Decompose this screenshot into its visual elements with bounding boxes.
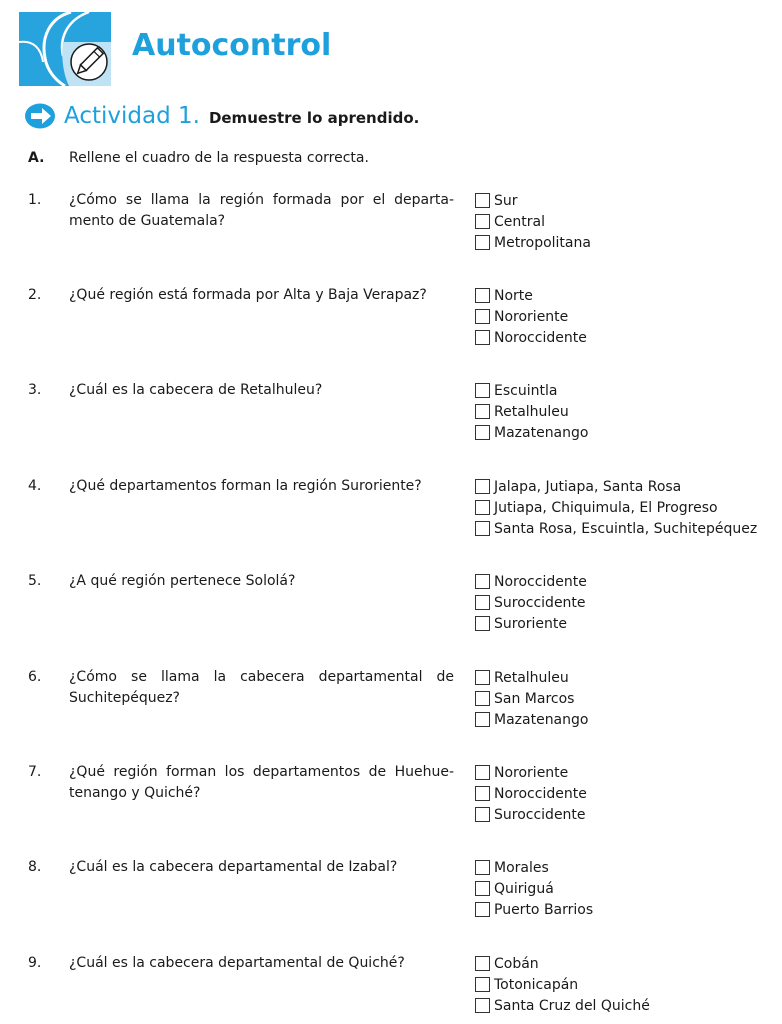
- option-label: San Marcos: [494, 690, 575, 707]
- question-text: ¿Qué departamentos forman la región Suroriente?: [69, 478, 422, 494]
- activity-label: Actividad 1.: [64, 103, 200, 129]
- checkbox[interactable]: [475, 956, 490, 971]
- answer-option[interactable]: [475, 401, 588, 422]
- option-label: Jutiapa, Chiquimula, El Progreso: [494, 499, 718, 516]
- option-label: Nororiente: [494, 764, 569, 781]
- answer-option[interactable]: [475, 592, 587, 613]
- question-text: ¿Cuál es la cabecera de Retalhuleu?: [69, 382, 323, 398]
- answer-option[interactable]: [475, 899, 593, 920]
- checkbox[interactable]: [475, 479, 490, 494]
- question-number: 7.: [28, 764, 42, 780]
- question-number: 4.: [28, 478, 42, 494]
- answer-option[interactable]: [475, 232, 591, 253]
- checkbox[interactable]: [475, 616, 490, 631]
- option-label: Mazatenango: [494, 711, 589, 728]
- option-label: Noroccidente: [494, 329, 587, 346]
- section-letter: A.: [28, 150, 45, 166]
- question-text: ¿A qué región pertenece Sololá?: [69, 573, 296, 589]
- checkbox[interactable]: [475, 500, 490, 515]
- option-label: Nororiente: [494, 308, 569, 325]
- autocontrol-logo: [19, 12, 111, 86]
- question-text: ¿Qué región está formada por Alta y Baja Verapaz?: [69, 287, 427, 303]
- activity-subtitle: Demuestre lo aprendido.: [208, 108, 420, 127]
- answer-option[interactable]: [475, 995, 650, 1016]
- answer-options: [475, 476, 757, 539]
- checkbox[interactable]: [475, 574, 490, 589]
- answer-option[interactable]: [475, 285, 587, 306]
- checkbox[interactable]: [475, 383, 490, 398]
- answer-option[interactable]: [475, 667, 588, 688]
- checkbox[interactable]: [475, 425, 490, 440]
- option-label: Santa Rosa, Escuintla, Suchitepéquez: [494, 520, 758, 537]
- checkbox[interactable]: [475, 595, 490, 610]
- answer-options: [475, 762, 587, 825]
- answer-option[interactable]: [475, 380, 588, 401]
- answer-option[interactable]: [475, 709, 588, 730]
- checkbox[interactable]: [475, 807, 490, 822]
- answer-option[interactable]: [475, 497, 757, 518]
- page-title: Autocontrol: [132, 28, 332, 63]
- answer-options: [475, 857, 593, 920]
- option-label: Central: [494, 213, 545, 230]
- answer-options: [475, 953, 650, 1016]
- option-label: Santa Cruz del Quiché: [494, 997, 650, 1014]
- answer-option[interactable]: [475, 783, 587, 804]
- answer-options: [475, 667, 588, 730]
- answer-option[interactable]: [475, 190, 591, 211]
- answer-option[interactable]: [475, 327, 587, 348]
- option-label: Suroccidente: [494, 594, 586, 611]
- option-label: Mazatenango: [494, 424, 589, 441]
- answer-option[interactable]: [475, 762, 587, 783]
- checkbox[interactable]: [475, 288, 490, 303]
- option-label: Suroccidente: [494, 806, 586, 823]
- arrow-right-circle-icon: [24, 102, 58, 130]
- answer-options: [475, 285, 587, 348]
- section-instruction: [28, 148, 369, 168]
- checkbox[interactable]: [475, 860, 490, 875]
- option-label: Morales: [494, 859, 549, 876]
- question-number: 6.: [28, 669, 42, 685]
- checkbox[interactable]: [475, 881, 490, 896]
- question-text: ¿Cuál es la cabecera departamental de Quiché?: [69, 955, 405, 971]
- option-label: Sur: [494, 192, 518, 209]
- option-label: Noroccidente: [494, 785, 587, 802]
- checkbox[interactable]: [475, 902, 490, 917]
- question-number: 9.: [28, 955, 42, 971]
- checkbox[interactable]: [475, 330, 490, 345]
- checkbox[interactable]: [475, 193, 490, 208]
- checkbox[interactable]: [475, 235, 490, 250]
- question-text: ¿Qué región forman los departamentos de Huehue- tenango y Quiché?: [69, 764, 454, 801]
- option-label: Puerto Barrios: [494, 901, 594, 918]
- answer-option[interactable]: [475, 688, 588, 709]
- section-text: Rellene el cuadro de la respuesta correcta.: [69, 150, 369, 166]
- question-number: 8.: [28, 859, 42, 875]
- option-label: Cobán: [494, 955, 539, 972]
- answer-option[interactable]: [475, 974, 650, 995]
- pencil-icon: [71, 44, 107, 80]
- option-label: Retalhuleu: [494, 669, 569, 686]
- answer-option[interactable]: [475, 571, 587, 592]
- checkbox[interactable]: [475, 786, 490, 801]
- option-label: Norte: [494, 287, 533, 304]
- checkbox[interactable]: [475, 977, 490, 992]
- question-text: ¿Cómo se llama la cabecera departamental de Suchitepéquez?: [69, 669, 454, 706]
- option-label: Jalapa, Jutiapa, Santa Rosa: [494, 478, 682, 495]
- question-number: 3.: [28, 382, 42, 398]
- answer-option[interactable]: [475, 804, 587, 825]
- option-label: Quiriguá: [494, 880, 554, 897]
- checkbox[interactable]: [475, 404, 490, 419]
- question-number: 5.: [28, 573, 42, 589]
- activity-heading: [24, 101, 419, 131]
- checkbox[interactable]: [475, 521, 490, 536]
- answer-option[interactable]: [475, 422, 588, 443]
- answer-option[interactable]: [475, 518, 757, 539]
- answer-option[interactable]: [475, 476, 757, 497]
- answer-option[interactable]: [475, 306, 587, 327]
- answer-option[interactable]: [475, 211, 591, 232]
- option-label: Noroccidente: [494, 573, 587, 590]
- question-number: 2.: [28, 287, 42, 303]
- checkbox[interactable]: [475, 691, 490, 706]
- answer-options: [475, 190, 591, 253]
- question-number: 1.: [28, 192, 42, 208]
- answer-option[interactable]: [475, 613, 587, 634]
- answer-options: [475, 571, 587, 634]
- checkbox[interactable]: [475, 309, 490, 324]
- checkbox[interactable]: [475, 765, 490, 780]
- checkbox[interactable]: [475, 670, 490, 685]
- option-label: Escuintla: [494, 382, 558, 399]
- answer-option[interactable]: [475, 953, 650, 974]
- answer-option[interactable]: [475, 857, 593, 878]
- question-text: ¿Cómo se llama la región formada por el departa- mento de Guatemala?: [69, 192, 454, 229]
- option-label: Metropolitana: [494, 234, 591, 251]
- question-text: ¿Cuál es la cabecera departamental de Izabal?: [69, 859, 398, 875]
- option-label: Totonicapán: [494, 976, 579, 993]
- checkbox[interactable]: [475, 214, 490, 229]
- checkbox[interactable]: [475, 712, 490, 727]
- option-label: Suroriente: [494, 615, 568, 632]
- answer-option[interactable]: [475, 878, 593, 899]
- option-label: Retalhuleu: [494, 403, 569, 420]
- answer-options: [475, 380, 588, 443]
- checkbox[interactable]: [475, 998, 490, 1013]
